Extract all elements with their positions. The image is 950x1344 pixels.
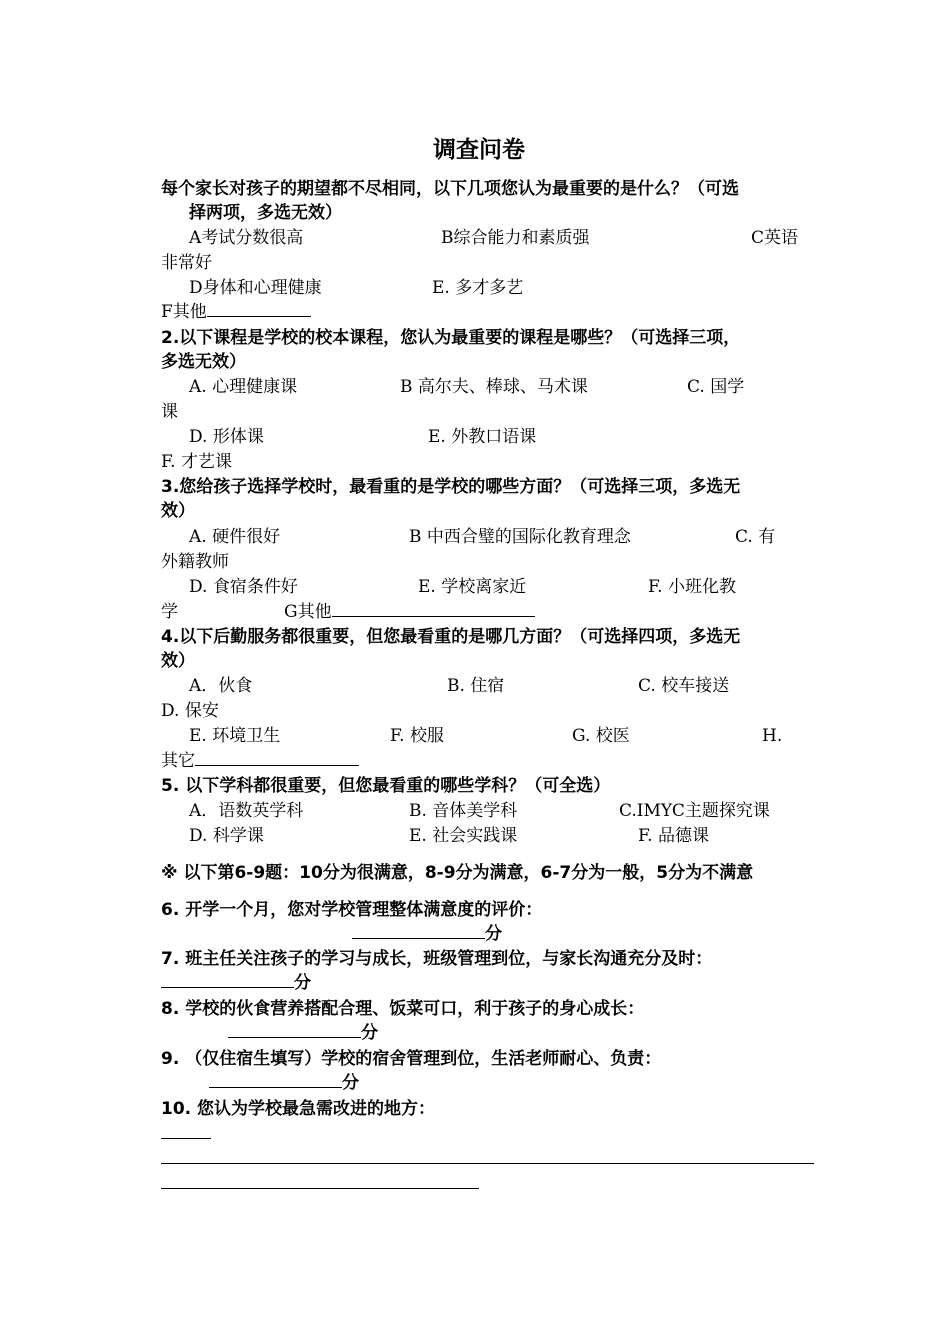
q6-score-blank[interactable]: [352, 922, 485, 939]
q3-option-b[interactable]: B 中西合璧的国际化教育理念: [409, 527, 631, 547]
q3-other-blank[interactable]: [332, 600, 535, 617]
q7-unit: 分: [294, 973, 311, 993]
q4-option-h[interactable]: H.: [762, 726, 783, 746]
q9-score-blank[interactable]: [209, 1071, 342, 1088]
q8-unit: 分: [361, 1023, 378, 1043]
q4-option-e[interactable]: E. 环境卫生: [189, 726, 281, 746]
q7-score-blank[interactable]: [161, 971, 294, 988]
page-title: 调查问卷: [433, 137, 525, 163]
q9-answer[interactable]: [209, 1071, 359, 1095]
q1-option-f-label: F其他: [161, 302, 207, 322]
q2-option-e[interactable]: E. 外教口语课: [428, 427, 537, 447]
q2-option-d[interactable]: D. 形体课: [189, 427, 264, 447]
scoring-note: ※ 以下第6-9题：10分为很满意，8-9分为满意，6-7分为一般，5分为不满意: [161, 863, 754, 883]
q5-option-c[interactable]: C.IMYC主题探究课: [619, 801, 770, 821]
q6-answer[interactable]: [352, 922, 502, 946]
q3-option-f-cont: 学: [161, 602, 178, 622]
q4-option-h-label: 其它: [161, 751, 195, 771]
q2-text-line2: 多选无效）: [161, 352, 246, 372]
q6-text: 6. 开学一个月，您对学校管理整体满意度的评价：: [161, 900, 543, 920]
q5-option-a[interactable]: A．语数英学科: [189, 801, 304, 821]
q3-text-line1: 3.您给孩子选择学校时，最看重的是学校的哪些方面？（可选择三项，多选无: [161, 477, 741, 497]
q2-option-b[interactable]: B 高尔夫、棒球、马术课: [400, 377, 588, 397]
q4-option-f[interactable]: F. 校服: [390, 726, 444, 746]
q4-text-line2: 效）: [161, 651, 195, 671]
q1-option-d[interactable]: D身体和心理健康: [189, 278, 322, 298]
q4-option-b[interactable]: B. 住宿: [447, 676, 505, 696]
q4-other-blank[interactable]: [195, 749, 359, 766]
q4-option-h-cont[interactable]: [161, 749, 359, 773]
q3-option-f[interactable]: F. 小班化教: [648, 577, 736, 597]
q6-unit: 分: [485, 924, 502, 944]
q1-option-b[interactable]: B综合能力和素质强: [441, 228, 590, 248]
q4-option-g[interactable]: G. 校医: [572, 726, 630, 746]
q10-text: 10. 您认为学校最急需改进的地方：: [161, 1099, 436, 1119]
q8-score-blank[interactable]: [228, 1021, 361, 1038]
q8-answer[interactable]: [228, 1021, 378, 1045]
q4-option-c[interactable]: C. 校车接送: [638, 676, 730, 696]
q3-option-c-cont: 外籍教师: [161, 552, 229, 572]
q7-text: 7. 班主任关注孩子的学习与成长，班级管理到位，与家长沟通充分及时：: [161, 949, 713, 969]
q7-answer[interactable]: [161, 971, 311, 995]
q3-option-g[interactable]: [284, 600, 535, 624]
q10-answer-line-2[interactable]: [161, 1163, 814, 1164]
q5-option-e[interactable]: E. 社会实践课: [409, 826, 518, 846]
q5-option-b[interactable]: B. 音体美学科: [409, 801, 518, 821]
q1-text-line1: 每个家长对孩子的期望都不尽相同，以下几项您认为最重要的是什么？（可选: [161, 179, 739, 199]
q1-option-e[interactable]: E. 多才多艺: [432, 278, 524, 298]
q9-text: 9. （仅住宿生填写）学校的宿舍管理到位，生活老师耐心、负责：: [161, 1049, 662, 1069]
q3-option-d[interactable]: D. 食宿条件好: [189, 577, 298, 597]
q2-option-a[interactable]: A. 心理健康课: [189, 377, 298, 397]
q2-text-line1: 2.以下课程是学校的校本课程，您认为最重要的课程是哪些？（可选择三项，: [161, 328, 741, 348]
q1-option-c[interactable]: C英语: [751, 228, 799, 248]
q4-option-a[interactable]: A．伙食: [189, 676, 253, 696]
q5-option-f[interactable]: F. 品德课: [638, 826, 709, 846]
q4-text-line1: 4.以下后勤服务都很重要，但您最看重的是哪几方面？（可选择四项，多选无: [161, 627, 741, 647]
q3-option-g-label: G其他: [284, 602, 332, 622]
q8-text: 8. 学校的伙食营养搭配合理、饭菜可口，利于孩子的身心成长：: [161, 999, 645, 1019]
q3-text-line2: 效）: [161, 501, 195, 521]
q10-answer-line-1[interactable]: [161, 1138, 211, 1139]
q10-answer-line-3[interactable]: [161, 1188, 479, 1189]
q1-other-blank[interactable]: [207, 300, 311, 317]
q2-option-f[interactable]: F. 才艺课: [161, 452, 232, 472]
q2-option-c[interactable]: C. 国学: [687, 377, 745, 397]
q3-option-a[interactable]: A. 硬件很好: [189, 527, 281, 547]
q5-text: 5. 以下学科都很重要，但您最看重的哪些学科？（可全选）: [161, 776, 611, 796]
q1-option-a[interactable]: A考试分数很高: [189, 228, 304, 248]
q4-option-d[interactable]: D. 保安: [161, 701, 219, 721]
q3-option-e[interactable]: E. 学校离家近: [418, 577, 527, 597]
q3-option-c[interactable]: C. 有: [735, 527, 776, 547]
q1-option-f[interactable]: [161, 300, 311, 324]
q9-unit: 分: [342, 1073, 359, 1093]
q2-option-c-cont: 课: [161, 402, 178, 422]
q5-option-d[interactable]: D. 科学课: [189, 826, 264, 846]
q1-text-line2: 择两项，多选无效）: [189, 203, 342, 223]
q1-option-c-cont: 非常好: [161, 253, 212, 273]
